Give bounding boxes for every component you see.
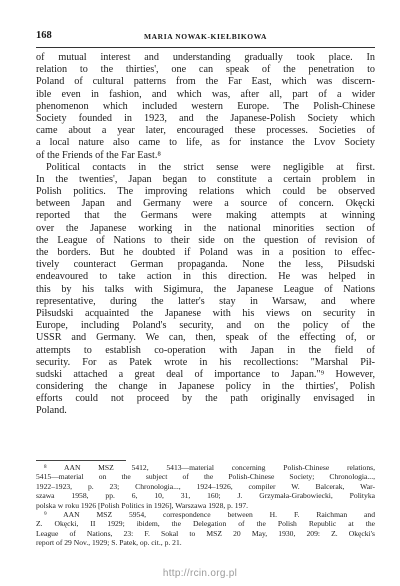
- body-line: of the Friends of the Far East.⁸: [36, 149, 161, 161]
- body-line: between Japan and Germany were a source of concern. Okęcki: [36, 198, 375, 210]
- body-line: sudski attached a great deal of importance to Japan."⁹ However,: [36, 368, 375, 380]
- body-line: the borders. But he doubted if Poland was in a position to effec-: [36, 247, 375, 258]
- body-line: came about a year later, encouraged these processes. Societies of: [36, 125, 375, 137]
- page-header: [36, 30, 375, 42]
- body-line: phenomenon which included western Europe. The Polish-Chinese: [36, 100, 375, 112]
- body-line: Europe, including Poland's security, and on the policy of the: [36, 320, 375, 332]
- footnote-line: ⁹ AAN MSZ 5954, correspondence between H. F. Raichman and: [44, 509, 375, 519]
- body-line: Poland of cultural patterns from the Far East, which was discern-: [36, 76, 375, 88]
- body-line: Society founded in 1923, and the Japanese-Polish Society which: [36, 112, 375, 124]
- body-line: Piłsudski acquainted the Japanese with his views on security in: [36, 307, 375, 319]
- footnote-line: polska w roku 1926 [Polish Politics in 1926], Warszawa 1928, p. 197.: [36, 500, 249, 510]
- body-line: efforts could not proceed by the path originally envisaged in: [36, 393, 375, 405]
- running-head: MARIA NOWAK-KIEŁBIKOWA: [143, 32, 267, 41]
- body-line: over the Japanese working in the national minorities section of: [36, 222, 375, 234]
- body-line: ible even in fashion, and which was, after all, part of a wider: [36, 88, 375, 100]
- body-text: [36, 52, 375, 418]
- body-line: considering the change in Japanese policy in the thirties', Polish: [36, 381, 375, 393]
- body-line: tively counteract German propaganda. None the less, Piłsudski: [36, 259, 375, 271]
- footnote-line: Z. Okęcki, II 1929; ibidem, the Delegation of the Polish Republic at the: [36, 519, 375, 529]
- footnote-line: 1922–1923, p. 23; Chronologia..., 1924–1926, compiler W. Balcerak, War-: [36, 481, 375, 491]
- footnotes: [36, 463, 375, 548]
- body-line: In the twenties', Japan began to constitute a certain problem in: [36, 173, 375, 185]
- header-rule: [36, 47, 375, 48]
- body-line: this by his talks with Sigimura, the Japanese League of Nations: [36, 283, 375, 295]
- body-line: endeavoured to take action in this direction. He was helped in: [36, 271, 375, 283]
- watermark-url: http://rcin.org.pl: [162, 568, 238, 579]
- body-line: a local nature also came to life, as for instance the Lvov Society: [36, 137, 375, 149]
- body-line: Political contacts in the strict sense were negligible at first.: [46, 161, 375, 173]
- footnote-line: szawa 1958, pp. 6, 10, 31, 160; J. Grzymała-Grabowiecki, Polityka: [36, 491, 375, 501]
- footnote-line: League of Nations, 23: F. Sokal to MSZ 20 May, 1930, 209: Z. Okęcki's: [36, 528, 375, 538]
- footnote-line: report of 29 Nov., 1929; S. Patek, op. cit., p. 21.: [36, 538, 182, 548]
- body-line: representative, during the latter's stay in Warsaw, and where: [36, 295, 375, 307]
- body-line: reported that the Germans were making attempts at winning: [36, 210, 375, 222]
- body-line: of mutual interest and understanding gradually took place. In: [36, 52, 375, 63]
- body-line: attempts to establish co-operation with Japan in the field of: [36, 344, 375, 356]
- body-line: USSR and Germany. We can, then, speak of the effecting of, or: [36, 332, 375, 344]
- body-line: Polish politics. The improving relations which could be observed: [36, 186, 375, 198]
- body-line: Poland.: [36, 405, 67, 417]
- footnote-line: 5415—material on the subject of the Polish-Chinese Society; Chronologia...,: [36, 472, 375, 482]
- body-line: security. For as Patek wrote in his recollections: "Marshal Pił-: [36, 356, 375, 368]
- body-line: the League of Nations to their side on the question of revision of: [36, 234, 375, 246]
- page-number: 168: [36, 30, 52, 41]
- footnote-rule: [36, 460, 126, 461]
- body-line: relation to the thirties', one can speak of the penetration to: [36, 64, 375, 76]
- footnote-line: ⁸ AAN MSZ 5412, 5413—material concerning Polish-Chinese relations,: [44, 463, 375, 472]
